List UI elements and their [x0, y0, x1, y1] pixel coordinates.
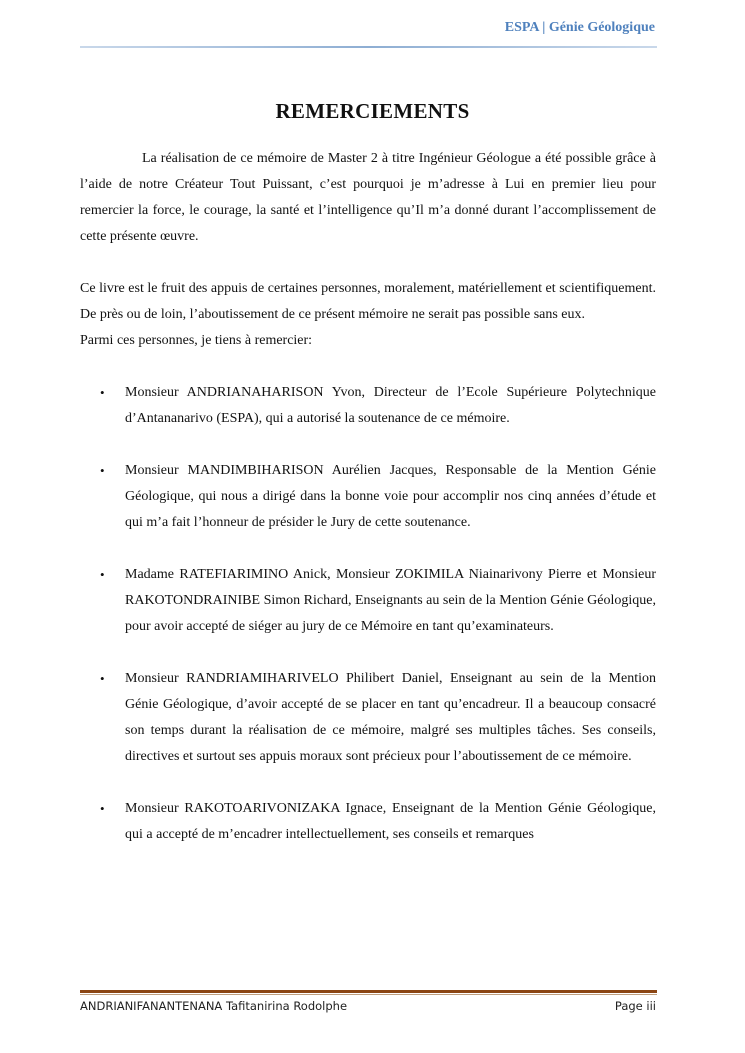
page-number: Page iii: [614, 999, 656, 1013]
bullet-icon: •: [100, 463, 105, 478]
acknowledgement-list: [80, 380, 656, 848]
list-item: [80, 666, 656, 770]
footer-rule-thin: [80, 994, 657, 995]
paragraph-lead-in: Parmi ces personnes, je tiens à remercier:: [80, 333, 313, 348]
page-title: REMERCIEMENTS: [275, 99, 470, 123]
running-header: ESPA | Génie Géologique: [504, 20, 655, 35]
footer-rule: [80, 990, 657, 993]
list-item-text: Monsieur RAKOTOARIVONIZAKA Ignace, Enseignant de la Mention Génie Géologique, qui a accepté de m’encadrer intellectuellement, ses conseils et remarques: [125, 801, 656, 842]
list-item-text: Monsieur RANDRIAMIHARIVELO Philibert Daniel, Enseignant au sein de la Mention Génie Géologique, d’avoir accepté de se placer en tant qu’encadreur. Il a beaucoup consacré son temps durant la réalisation de ce mémoire, malgré ses multiples tâches. Ses conseils, directives et surtout ses appuis moraux sont précieux pour l’aboutissement de ce mémoire.: [125, 671, 656, 764]
footer-author: ANDRIANIFANANTENANA Tafitanirina Rodolphe: [80, 999, 348, 1013]
paragraph-spacer: [80, 354, 656, 380]
bullet-icon: •: [100, 801, 105, 816]
list-item-text: Monsieur MANDIMBIHARISON Aurélien Jacques, Responsable de la Mention Génie Géologique, qui nous a dirigé dans la bonne voie pour accomplir nos cinq années d’étude et qui m’a fait l’honneur de présider le Jury de cette soutenance.: [125, 463, 656, 530]
paragraph-support: Ce livre est le fruit des appuis de certaines personnes, moralement, matériellement et scientifiquement. De près ou de loin, l’aboutissement de ce présent mémoire ne serait pas possible sans eux.: [80, 281, 656, 322]
list-item: [80, 458, 656, 536]
list-item: [80, 562, 656, 640]
list-item-text: Monsieur ANDRIANAHARISON Yvon, Directeur de l’Ecole Supérieure Polytechnique d’Antananarivo (ESPA), qui a autorisé la soutenance de ce mémoire.: [125, 385, 656, 426]
bullet-icon: •: [100, 671, 105, 686]
paragraph-spacer: [80, 250, 656, 276]
list-item: [80, 796, 656, 848]
list-item: [80, 380, 656, 432]
bullet-icon: •: [100, 567, 105, 582]
document-body: [80, 146, 656, 874]
header-rule: [80, 46, 657, 48]
paragraph-intro: La réalisation de ce mémoire de Master 2 à titre Ingénieur Géologue a été possible grâce à l’aide de notre Créateur Tout Puissant, c’est pourquoi je m’adresse à Lui en premier lieu pour remercier la force, le courage, la santé et l’intelligence qu’Il m’a donné durant l’accomplissement de cette présente œuvre.: [80, 151, 656, 244]
bullet-icon: •: [100, 385, 105, 400]
list-item-text: Madame RATEFIARIMINO Anick, Monsieur ZOKIMILA Niainarivony Pierre et Monsieur RAKOTONDRAINIBE Simon Richard, Enseignants au sein de la Mention Génie Géologique, pour avoir accepté de siéger au jury de ce Mémoire en tant qu’examinateurs.: [125, 567, 656, 634]
